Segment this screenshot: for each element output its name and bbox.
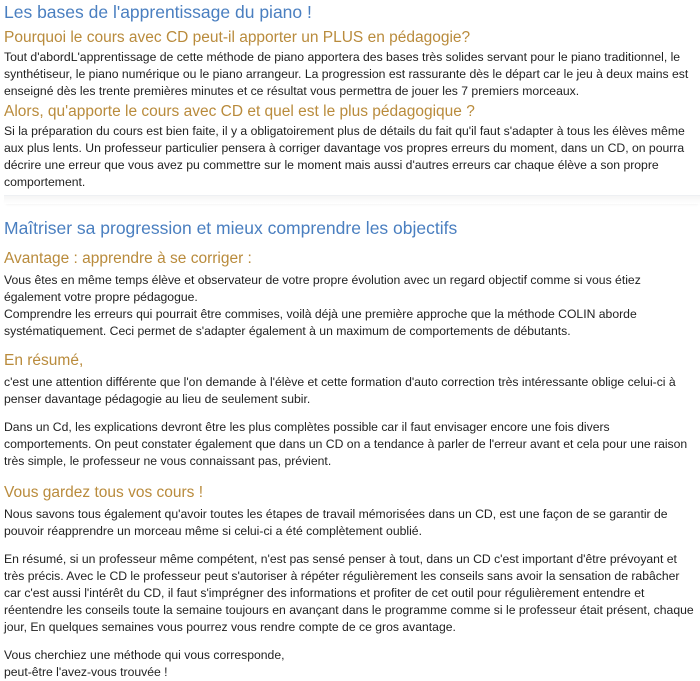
subtitle-what-cd-brings: Alors, qu'apporte le cours avec CD et quel est le plus pédagogique ? <box>4 103 475 120</box>
closing-line-2: peut-être l'avez-vous trouvée ! <box>4 665 168 679</box>
paragraph-errors: Comprendre les erreurs qui pourrait être commises, voilà déjà une première approche que la méthode COLIN aborde systématiquement. Ceci permet de s'adapter également à un maximum de comportements de débutants. <box>4 307 637 338</box>
section-divider <box>4 195 700 204</box>
paragraph-intro: Tout d'abordL'apprentissage de cette méthode de piano apportera des bases très solides servant pour le piano traditionnel, le synthétiseur, le piano numérique ou le piano arrangeur. La progression est rassurante dès le départ car le jeu à deux mains est enseigné dès les trente premières minutes et ce résultat vous permettra de jouer les 7 premiers morceaux. <box>4 50 689 98</box>
closing-line-1: Vous cherchiez une méthode qui vous corresponde, <box>4 648 285 662</box>
paragraph-attention: c'est une attention différente que l'on demande à l'élève et cette formation d'auto correction très intéressante oblige celui-ci à penser davantage pédagogie au lieu de seulement subir. <box>4 375 676 406</box>
subtitle-keep-courses: Vous gardez tous vos cours ! <box>4 484 204 501</box>
paragraph-preparation: Si la préparation du cours est bien faite, il y a obligatoirement plus de détails du fait qu'il faut s'adapter à tous les élèves même aux plus lents. Un professeur particulier pensera à corriger davantage vos propres erreurs du moment, dans un CD, on pourra décrire une erreur que vous avez pu commettre sur le moment mais aussi d'autres erreurs car chaque élève a son propre comportement. <box>4 124 685 189</box>
paragraph-teacher: En résumé, si un professeur même compétent, n'est pas sensé penser à tout, dans un CD c'est important d'être prévoyant et très précis. Avec le CD le professeur peut s'autoriser à répéter régulièrement les conseils sans avoir la sensation de rabâcher car c'est aussi l'intérêt du CD, il faut s'imprégner des informations et profiter de cet outil pour régulièrement entendre et réentendre les conseils toute la semaine toujours en avançant dans le programme comme si le professeur était présent, chaque jour, En quelques semaines vous pourrez vous rendre compte de ce gros avantage. <box>4 552 694 634</box>
subtitle-why-cd: Pourquoi le cours avec CD peut-il apporter un PLUS en pédagogie? <box>4 29 471 46</box>
section-progression <box>4 216 700 681</box>
paragraph-observer: Vous êtes en même temps élève et observateur de votre propre évolution avec un regard objectif comme si vous étiez également votre propre pédagogue. <box>4 273 641 304</box>
subtitle-summary: En résumé, <box>4 352 84 369</box>
section-title-progression: Maîtriser sa progression et mieux comprendre les objectifs <box>4 218 458 238</box>
section-title-piano-basics: Les bases de l'apprentissage du piano ! <box>4 2 312 22</box>
paragraph-explanations: Dans un Cd, les explications devront être les plus complètes possible car il faut envisager encore une fois divers comportements. On peut constater également que dans un CD on a tendance à parler de l'erreur avant et cela pour une raison très simple, le professeur ne vous connaissant pas, prévient. <box>4 420 688 468</box>
paragraph-memorized: Nous savons tous également qu'avoir toutes les étapes de travail mémorisées dans un CD, est une façon de se garantir de pouvoir réapprendre un morceau même si celui-ci a été complètement oublié. <box>4 507 668 538</box>
subtitle-self-correct: Avantage : apprendre à se corriger : <box>4 250 252 267</box>
section-piano-basics <box>4 0 700 204</box>
